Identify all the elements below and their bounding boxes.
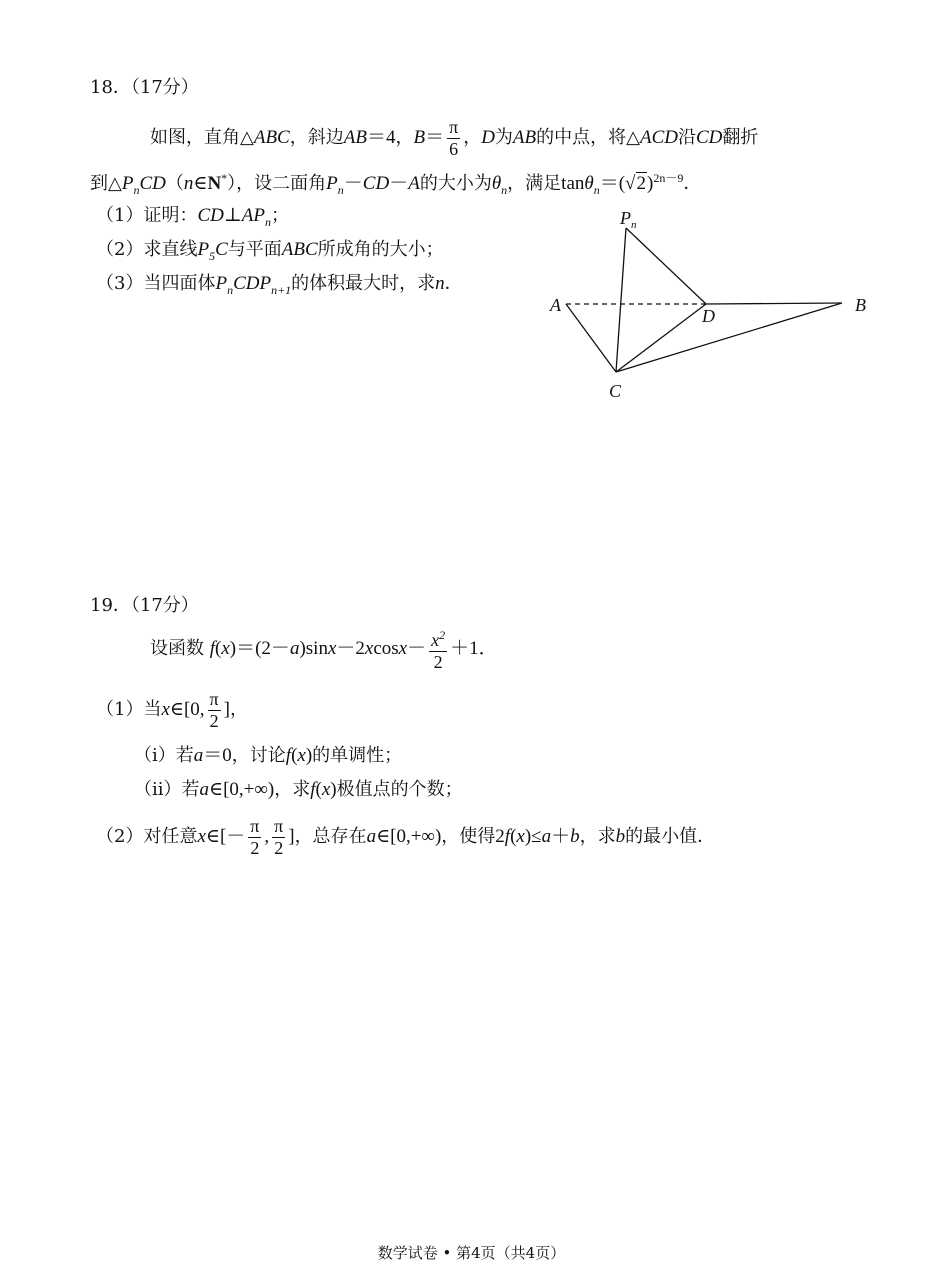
q19-part2: （2）对任意x∈[－ $\frac{\pi}{2}$ , $\frac{\pi}{2}$ ]，总存在a∈[0,+∞)，使得2f(x)≤a＋b，求b的最小值． [96,815,716,858]
edge-c-d [616,304,706,372]
geometry-figure [540,200,880,410]
q18-part2: （2）求直线$P_5C$与平面ABC所成角的大小； [96,239,444,263]
label-c: C [609,381,622,401]
edge-c-b [616,303,842,372]
label-d: D [702,306,715,326]
pi-over-6: $\frac{\pi}{6}$ [449,116,459,159]
edge-d-b [706,303,842,304]
page-footer: 数学试卷 • 第4页（共4页） [377,1244,566,1262]
label-a: A [550,295,561,315]
q18-line2: 到$\triangle P_nCD(n\in N^*)$，设二面角$P_n-CD-A$的大小为$\theta_n$，满足$\tan\theta_n=(√2)^{2n-9}$． [90,171,702,197]
q19-number: 19．（17分） [90,595,199,616]
q18-part3: （3）当四面体$P_nCDP_{n+1}$的体积最大时，求n． [96,273,463,297]
label-pn: $P_n$ [620,208,637,231]
edge-pn-c [616,228,626,372]
q19-function: 设函数 f(x)＝(2－a)sinx－2xcosx－ $\frac{x^2}{2}$ ＋1． [150,624,498,674]
q18-number: 18．（17分） [90,77,199,98]
q19-part1-i: （i）若a＝0，讨论f(x)的单调性； [134,745,403,766]
q19-part1-ii: （ii）若a∈[0,+∞)，求f(x)极值点的个数； [134,779,463,800]
q18-part1: （1）证明：$CD\perp AP_n$； [96,205,289,229]
label-b: B [855,295,866,315]
q18-intro: 如图，直角△ABC，斜边AB＝4，B＝ $\frac{\pi}{6}$ ，D为AB的中点，将△ACD沿CD翻折 [150,116,759,159]
edge-a-c [566,304,616,372]
q19-part1: （1）当x∈[0, $\frac{\pi}{2}$ ]， [96,688,248,731]
edge-pn-d [626,228,706,304]
